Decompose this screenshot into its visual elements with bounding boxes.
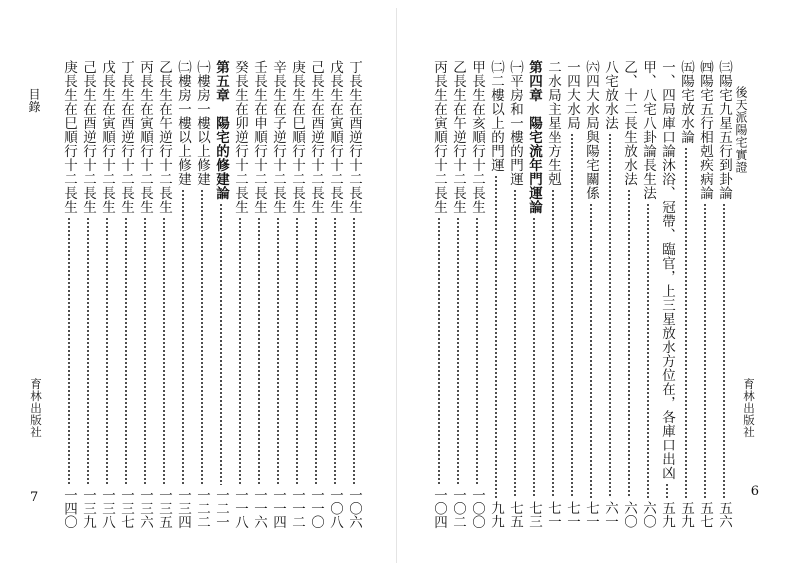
toc-entry-page: 一二二 xyxy=(194,487,210,528)
toc-leader-dots xyxy=(258,217,260,485)
toc-leader-dots xyxy=(182,189,184,485)
toc-entry-title: ㈤陽宅放水論 xyxy=(678,60,694,144)
toc-entry-page: 一一四 xyxy=(270,487,286,528)
toc-entry-title: 八宅放水法 xyxy=(602,60,618,130)
toc-entry xyxy=(117,60,135,528)
toc-entry xyxy=(231,60,249,528)
toc-leader-dots xyxy=(144,217,146,485)
toc-entry-page: 一一〇 xyxy=(308,487,324,528)
toc-entry-title: 乙長生在午逆行十二長生 xyxy=(156,60,172,214)
toc-entry-page: 五九 xyxy=(659,501,675,528)
toc-entry-title: 乙長生在午逆行十二長生 xyxy=(450,60,466,214)
toc-entry-page: 五九 xyxy=(678,501,694,528)
toc-entry-title: 辛長生在子逆行十二長生 xyxy=(270,60,286,214)
toc-leader-dots xyxy=(609,133,611,498)
toc-leader-dots xyxy=(666,483,668,498)
toc-chapter-entry xyxy=(212,60,230,528)
toc-entry xyxy=(563,60,581,528)
toc-entry-title: 丙長生在寅順行十二長生 xyxy=(137,60,153,214)
toc-leader-dots xyxy=(277,217,279,485)
toc-entry-title: 戊長生在寅順行十二長生 xyxy=(99,60,115,214)
toc-entry-page: 九九 xyxy=(488,501,504,528)
toc-leader-dots xyxy=(125,217,127,485)
toc-entry-title: 一、四局庫口論沐浴、冠帶、臨官，上三星放水方位在，各庫口出凶 xyxy=(659,60,675,480)
toc-leader-dots xyxy=(296,217,298,485)
toc-leader-dots xyxy=(476,217,478,485)
toc-leader-dots xyxy=(334,217,336,485)
toc-entry xyxy=(174,60,192,528)
toc-entry-title: 庚長生在巳順行十二長生 xyxy=(61,60,77,214)
toc-entry-page: 一三五 xyxy=(156,487,172,528)
toc-entry-title: ㈡樓房一樓以上修建 xyxy=(175,60,191,186)
toc-entry xyxy=(193,60,211,528)
toc-entry-page: 一〇六 xyxy=(346,487,362,528)
toc-leader-dots xyxy=(628,189,630,498)
toc-entry-title: ㈠平房和一樓的門運 xyxy=(507,60,523,186)
toc-entry xyxy=(658,60,676,528)
toc-entry-page: 七一 xyxy=(545,501,561,528)
toc-entry xyxy=(60,60,78,528)
toc-entry xyxy=(155,60,173,528)
toc-entry-title: 乙、十二長生放水法 xyxy=(621,60,637,186)
toc-entry xyxy=(620,60,638,528)
toc-entry-title: 丁長生在酉逆行十二長生 xyxy=(346,60,362,214)
toc-entry-page: 六〇 xyxy=(621,501,637,528)
toc-entry xyxy=(307,60,325,528)
toc-entry xyxy=(582,60,600,528)
toc-entry-title: 庚長生在巳順行十二長生 xyxy=(289,60,305,214)
toc-entry-title: ㈢陽宅九星五行到卦論 xyxy=(716,60,732,200)
toc-entry xyxy=(326,60,344,528)
toc-entry-page: 一三七 xyxy=(118,487,134,528)
toc-entry xyxy=(506,60,524,528)
toc-leader-dots xyxy=(239,217,241,485)
toc-leader-dots xyxy=(201,189,203,485)
toc-entry xyxy=(250,60,268,528)
toc-leader-dots xyxy=(87,217,89,485)
toc-entry-page: 一四〇 xyxy=(61,487,77,528)
toc-entry-title: ㈥四大水局與陽宅關係 xyxy=(583,60,599,200)
toc-entry-page: 一三九 xyxy=(80,487,96,528)
toc-entry xyxy=(487,60,505,528)
toc-entry-page: 一三八 xyxy=(99,487,115,528)
page-number-right: 6 xyxy=(750,484,759,499)
toc-entry-title: 二水局主星坐方生剋 xyxy=(545,60,561,186)
toc-entry xyxy=(715,60,733,528)
section-label: 目錄 xyxy=(27,88,41,113)
toc-entry xyxy=(449,60,467,528)
publisher-left: 育林出版社 xyxy=(29,378,43,438)
toc-entry xyxy=(468,60,486,528)
toc-leader-dots xyxy=(163,217,165,485)
toc-entry-page: 一三六 xyxy=(137,487,153,528)
toc-leader-dots xyxy=(495,175,497,498)
toc-entry-page: 一〇〇 xyxy=(469,487,485,528)
toc-leader-dots xyxy=(353,217,355,485)
toc-entry-title: ㈡二樓以上的門運 xyxy=(488,60,504,172)
toc-entry-page: 五六 xyxy=(716,501,732,528)
toc-entry-title: 甲、八宅八卦論長生法 xyxy=(640,60,656,200)
toc-leader-dots xyxy=(220,203,222,485)
running-title: 後天派陽宅實證 xyxy=(734,86,748,174)
toc-leader-dots xyxy=(315,217,317,485)
toc-leader-dots xyxy=(438,217,440,485)
toc-entry xyxy=(98,60,116,528)
toc-entry-page: 一二一 xyxy=(213,487,229,528)
toc-entry xyxy=(79,60,97,528)
toc-entry-page: 七五 xyxy=(507,501,523,528)
toc-entry-title: 丁長生在酉逆行十二長生 xyxy=(118,60,134,214)
toc-entry-page: 七一 xyxy=(564,501,580,528)
toc-entry xyxy=(639,60,657,528)
toc-entry-title: 甲長生在亥順行十二長生 xyxy=(469,60,485,214)
toc-entry xyxy=(544,60,562,528)
toc-entry-title: 第四章 陽宅流年門運論 xyxy=(526,60,542,214)
toc-entry-title: 第五章 陽宅的修建論 xyxy=(213,60,229,200)
toc-entry-title: 一四大水局 xyxy=(564,60,580,130)
toc-leader-dots xyxy=(685,147,687,498)
toc-leader-dots xyxy=(106,217,108,485)
toc-entry-title: 壬長生在申順行十二長生 xyxy=(251,60,267,214)
publisher-right: 育林出版社 xyxy=(742,378,756,438)
toc-entry xyxy=(269,60,287,528)
toc-entry xyxy=(136,60,154,528)
toc-entry xyxy=(288,60,306,528)
toc-leader-dots xyxy=(552,189,554,498)
toc-entry-page: 一三四 xyxy=(175,487,191,528)
toc-entry xyxy=(696,60,714,528)
toc-entry-title: 己長生在酉逆行十二長生 xyxy=(80,60,96,214)
toc-leader-dots xyxy=(533,217,535,498)
toc-entry xyxy=(601,60,619,528)
toc-leader-dots xyxy=(514,189,516,498)
toc-leader-dots xyxy=(68,217,70,485)
toc-entry-title: 戊長生在寅順行十二長生 xyxy=(327,60,343,214)
page-gutter xyxy=(396,8,397,563)
toc-entry-page: 一〇八 xyxy=(327,487,343,528)
toc-entry xyxy=(345,60,363,528)
toc-entry-page: 一〇四 xyxy=(431,487,447,528)
toc-leader-dots xyxy=(723,203,725,498)
toc-entry-page: 五七 xyxy=(697,501,713,528)
toc-entry-page: 七一 xyxy=(583,501,599,528)
page-number-left: 7 xyxy=(30,490,39,505)
toc-entry-page: 一一二 xyxy=(289,487,305,528)
toc-entry-page: 一一八 xyxy=(232,487,248,528)
toc-leader-dots xyxy=(704,203,706,498)
toc-entry-page: 一一六 xyxy=(251,487,267,528)
toc-entry-title: ㈣陽宅五行相剋疾病論 xyxy=(697,60,713,200)
toc-entry-title: 己長生在酉逆行十二長生 xyxy=(308,60,324,214)
toc-chapter-entry xyxy=(525,60,543,528)
toc-leader-dots xyxy=(647,203,649,498)
toc-entry-page: 七三 xyxy=(526,501,542,528)
toc-entry-page: 一〇二 xyxy=(450,487,466,528)
toc-entry-title: ㈠樓房一樓以上修建 xyxy=(194,60,210,186)
toc-entry xyxy=(430,60,448,528)
toc-entry-page: 六〇 xyxy=(640,501,656,528)
toc-entry-title: 丙長生在寅順行十二長生 xyxy=(431,60,447,214)
toc-leader-dots xyxy=(457,217,459,485)
toc-leader-dots xyxy=(590,203,592,498)
toc-entry xyxy=(677,60,695,528)
toc-entry-page: 六一 xyxy=(602,501,618,528)
toc-entry-title: 癸長生在卯逆行十二長生 xyxy=(232,60,248,214)
toc-leader-dots xyxy=(571,133,573,498)
